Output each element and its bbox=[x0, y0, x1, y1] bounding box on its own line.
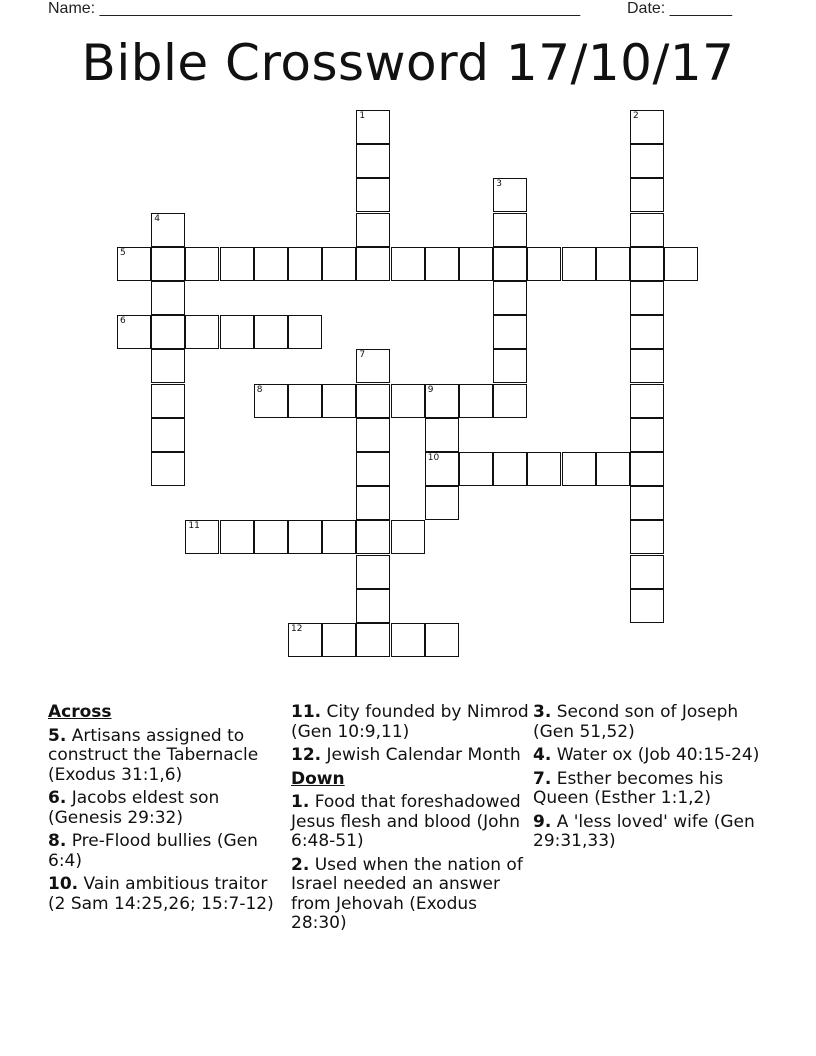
grid-cell[interactable] bbox=[630, 144, 664, 178]
grid-cell[interactable] bbox=[391, 520, 425, 554]
grid-cell[interactable] bbox=[630, 315, 664, 349]
grid-cell[interactable] bbox=[151, 247, 185, 281]
grid-cell[interactable] bbox=[630, 178, 664, 212]
grid-cell[interactable] bbox=[562, 247, 596, 281]
grid-cell[interactable] bbox=[151, 315, 185, 349]
grid-cell[interactable] bbox=[664, 247, 698, 281]
across-heading: Across bbox=[48, 702, 112, 722]
grid-cell[interactable] bbox=[288, 315, 322, 349]
clue-number: 4 bbox=[154, 213, 160, 224]
grid-cell[interactable] bbox=[630, 247, 664, 281]
grid-cell[interactable] bbox=[425, 452, 459, 486]
grid-cell[interactable] bbox=[356, 247, 390, 281]
grid-cell[interactable] bbox=[425, 623, 459, 657]
grid-cell[interactable] bbox=[117, 247, 151, 281]
grid-cell[interactable] bbox=[391, 623, 425, 657]
grid-cell[interactable] bbox=[630, 213, 664, 247]
grid-cell[interactable] bbox=[254, 520, 288, 554]
grid-cell[interactable] bbox=[220, 520, 254, 554]
grid-cell[interactable] bbox=[493, 452, 527, 486]
clue-number: 3 bbox=[496, 179, 502, 190]
clue-down-3: 3. Second son of Joseph (Gen 51,52) bbox=[533, 702, 739, 742]
grid-cell[interactable] bbox=[562, 452, 596, 486]
grid-cell[interactable] bbox=[630, 452, 664, 486]
clues-column-1 bbox=[48, 703, 288, 918]
grid-cell[interactable] bbox=[630, 349, 664, 383]
grid-cell[interactable] bbox=[356, 384, 390, 418]
grid-cell[interactable] bbox=[391, 247, 425, 281]
clue-across-10: 10. Vain ambitious traitor (2 Sam 14:25,26; 15:7-12) bbox=[48, 874, 274, 914]
grid-cell[interactable] bbox=[185, 247, 219, 281]
clue-number: 9 bbox=[427, 384, 434, 395]
grid-cell[interactable] bbox=[151, 349, 185, 383]
grid-cell[interactable] bbox=[425, 418, 459, 452]
grid-cell[interactable] bbox=[151, 213, 185, 247]
clue-down-9: 9. A 'less loved' wife (Gen 29:31,33) bbox=[533, 811, 755, 851]
clue-across-8: 8. Pre-Flood bullies (Gen 6:4) bbox=[48, 831, 258, 871]
grid-cell[interactable] bbox=[425, 384, 459, 418]
grid-cell[interactable] bbox=[630, 589, 664, 623]
clue-down-4: 4. Water ox (Job 40:15-24) bbox=[533, 745, 760, 765]
grid-cell[interactable] bbox=[596, 452, 630, 486]
down-heading: Down bbox=[291, 768, 345, 789]
grid-cell[interactable] bbox=[459, 452, 493, 486]
grid-cell[interactable] bbox=[630, 555, 664, 589]
page-title: Bible Crossword 17/10/17 bbox=[81, 34, 735, 92]
grid-cell[interactable] bbox=[630, 384, 664, 418]
clue-number: 2 bbox=[633, 111, 639, 121]
grid-cell[interactable] bbox=[459, 384, 493, 418]
grid-cell[interactable] bbox=[356, 589, 390, 623]
grid-cell[interactable] bbox=[220, 315, 254, 349]
grid-cell[interactable] bbox=[527, 452, 561, 486]
grid-cell[interactable] bbox=[493, 178, 527, 212]
grid-cell[interactable] bbox=[151, 418, 185, 452]
grid-cell[interactable] bbox=[356, 213, 390, 247]
grid-cell[interactable] bbox=[322, 520, 356, 554]
grid-cell[interactable] bbox=[356, 520, 390, 554]
grid-cell[interactable] bbox=[254, 315, 288, 349]
grid-cell[interactable] bbox=[288, 247, 322, 281]
grid-cell[interactable] bbox=[151, 281, 185, 315]
grid-cell[interactable] bbox=[596, 247, 630, 281]
grid-cell[interactable] bbox=[254, 247, 288, 281]
clue-across-11: 11. City founded by Nimrod (Gen 10:9,11) bbox=[291, 702, 529, 742]
grid-cell[interactable] bbox=[630, 110, 664, 144]
grid-cell[interactable] bbox=[356, 144, 390, 178]
clue-number: 10 bbox=[427, 453, 440, 463]
grid-cell[interactable] bbox=[356, 555, 390, 589]
clue-down-7: 7. Esther becomes his Queen (Esther 1:1,2) bbox=[533, 768, 724, 808]
grid-cell[interactable] bbox=[391, 384, 425, 418]
date-field-label: Date: _______ bbox=[627, 0, 732, 17]
grid-cell[interactable] bbox=[322, 623, 356, 657]
grid-cell[interactable] bbox=[493, 349, 527, 383]
grid-cell[interactable] bbox=[630, 418, 664, 452]
clue-across-6: 6. Jacobs eldest son (Genesis 29:32) bbox=[48, 788, 220, 828]
clue-number: 7 bbox=[359, 350, 366, 361]
grid-cell[interactable] bbox=[630, 486, 664, 520]
grid-cell[interactable] bbox=[288, 384, 322, 418]
name-field-label: Name: ______________________________________________________ bbox=[48, 0, 581, 17]
clue-number: 12 bbox=[291, 624, 303, 634]
grid-cell[interactable] bbox=[151, 384, 185, 418]
grid-cell[interactable] bbox=[459, 247, 493, 281]
clue-down-2: 2. Used when the nation of Israel needed an answer from Jehovah (Exodus 28:30) bbox=[291, 854, 523, 933]
grid-cell[interactable] bbox=[527, 247, 561, 281]
clue-number: 1 bbox=[359, 111, 366, 121]
grid-cell[interactable] bbox=[356, 486, 390, 520]
clue-across-5: 5. Artisans assigned to construct the Tabernacle (Exodus 31:1,6) bbox=[48, 725, 259, 785]
clue-number: 8 bbox=[256, 384, 263, 395]
grid-cell[interactable] bbox=[220, 247, 254, 281]
grid-cell[interactable] bbox=[185, 520, 219, 554]
grid-cell[interactable] bbox=[151, 452, 185, 486]
grid-cell[interactable] bbox=[288, 623, 322, 657]
grid-cell[interactable] bbox=[425, 486, 459, 520]
grid-cell[interactable] bbox=[493, 315, 527, 349]
grid-cell[interactable] bbox=[254, 384, 288, 418]
grid-cell[interactable] bbox=[356, 178, 390, 212]
grid-cell[interactable] bbox=[185, 315, 219, 349]
grid-cell[interactable] bbox=[493, 213, 527, 247]
grid-cell[interactable] bbox=[493, 384, 527, 418]
grid-cell[interactable] bbox=[493, 281, 527, 315]
clue-down-1: 1. Food that foreshadowed Jesus flesh and blood (John 6:48-51) bbox=[291, 792, 521, 851]
clue-number: 5 bbox=[120, 247, 126, 258]
grid-cell[interactable] bbox=[322, 247, 356, 281]
grid-cell[interactable] bbox=[322, 384, 356, 418]
clue-across-12: 12. Jewish Calendar Month bbox=[291, 745, 521, 765]
grid-cell[interactable] bbox=[356, 623, 390, 657]
clues-column-3 bbox=[533, 703, 773, 856]
clue-number: 11 bbox=[188, 521, 200, 532]
grid-cell[interactable] bbox=[356, 349, 390, 383]
clue-number: 6 bbox=[120, 316, 126, 327]
grid-cell[interactable] bbox=[425, 247, 459, 281]
grid-cell[interactable] bbox=[117, 315, 151, 349]
grid-cell[interactable] bbox=[356, 452, 390, 486]
clues-column-2 bbox=[291, 703, 531, 938]
grid-cell[interactable] bbox=[630, 520, 664, 554]
grid-cell[interactable] bbox=[288, 520, 322, 554]
grid-cell[interactable] bbox=[493, 247, 527, 281]
grid-cell[interactable] bbox=[356, 110, 390, 144]
grid-cell[interactable] bbox=[356, 418, 390, 452]
grid-cell[interactable] bbox=[630, 281, 664, 315]
